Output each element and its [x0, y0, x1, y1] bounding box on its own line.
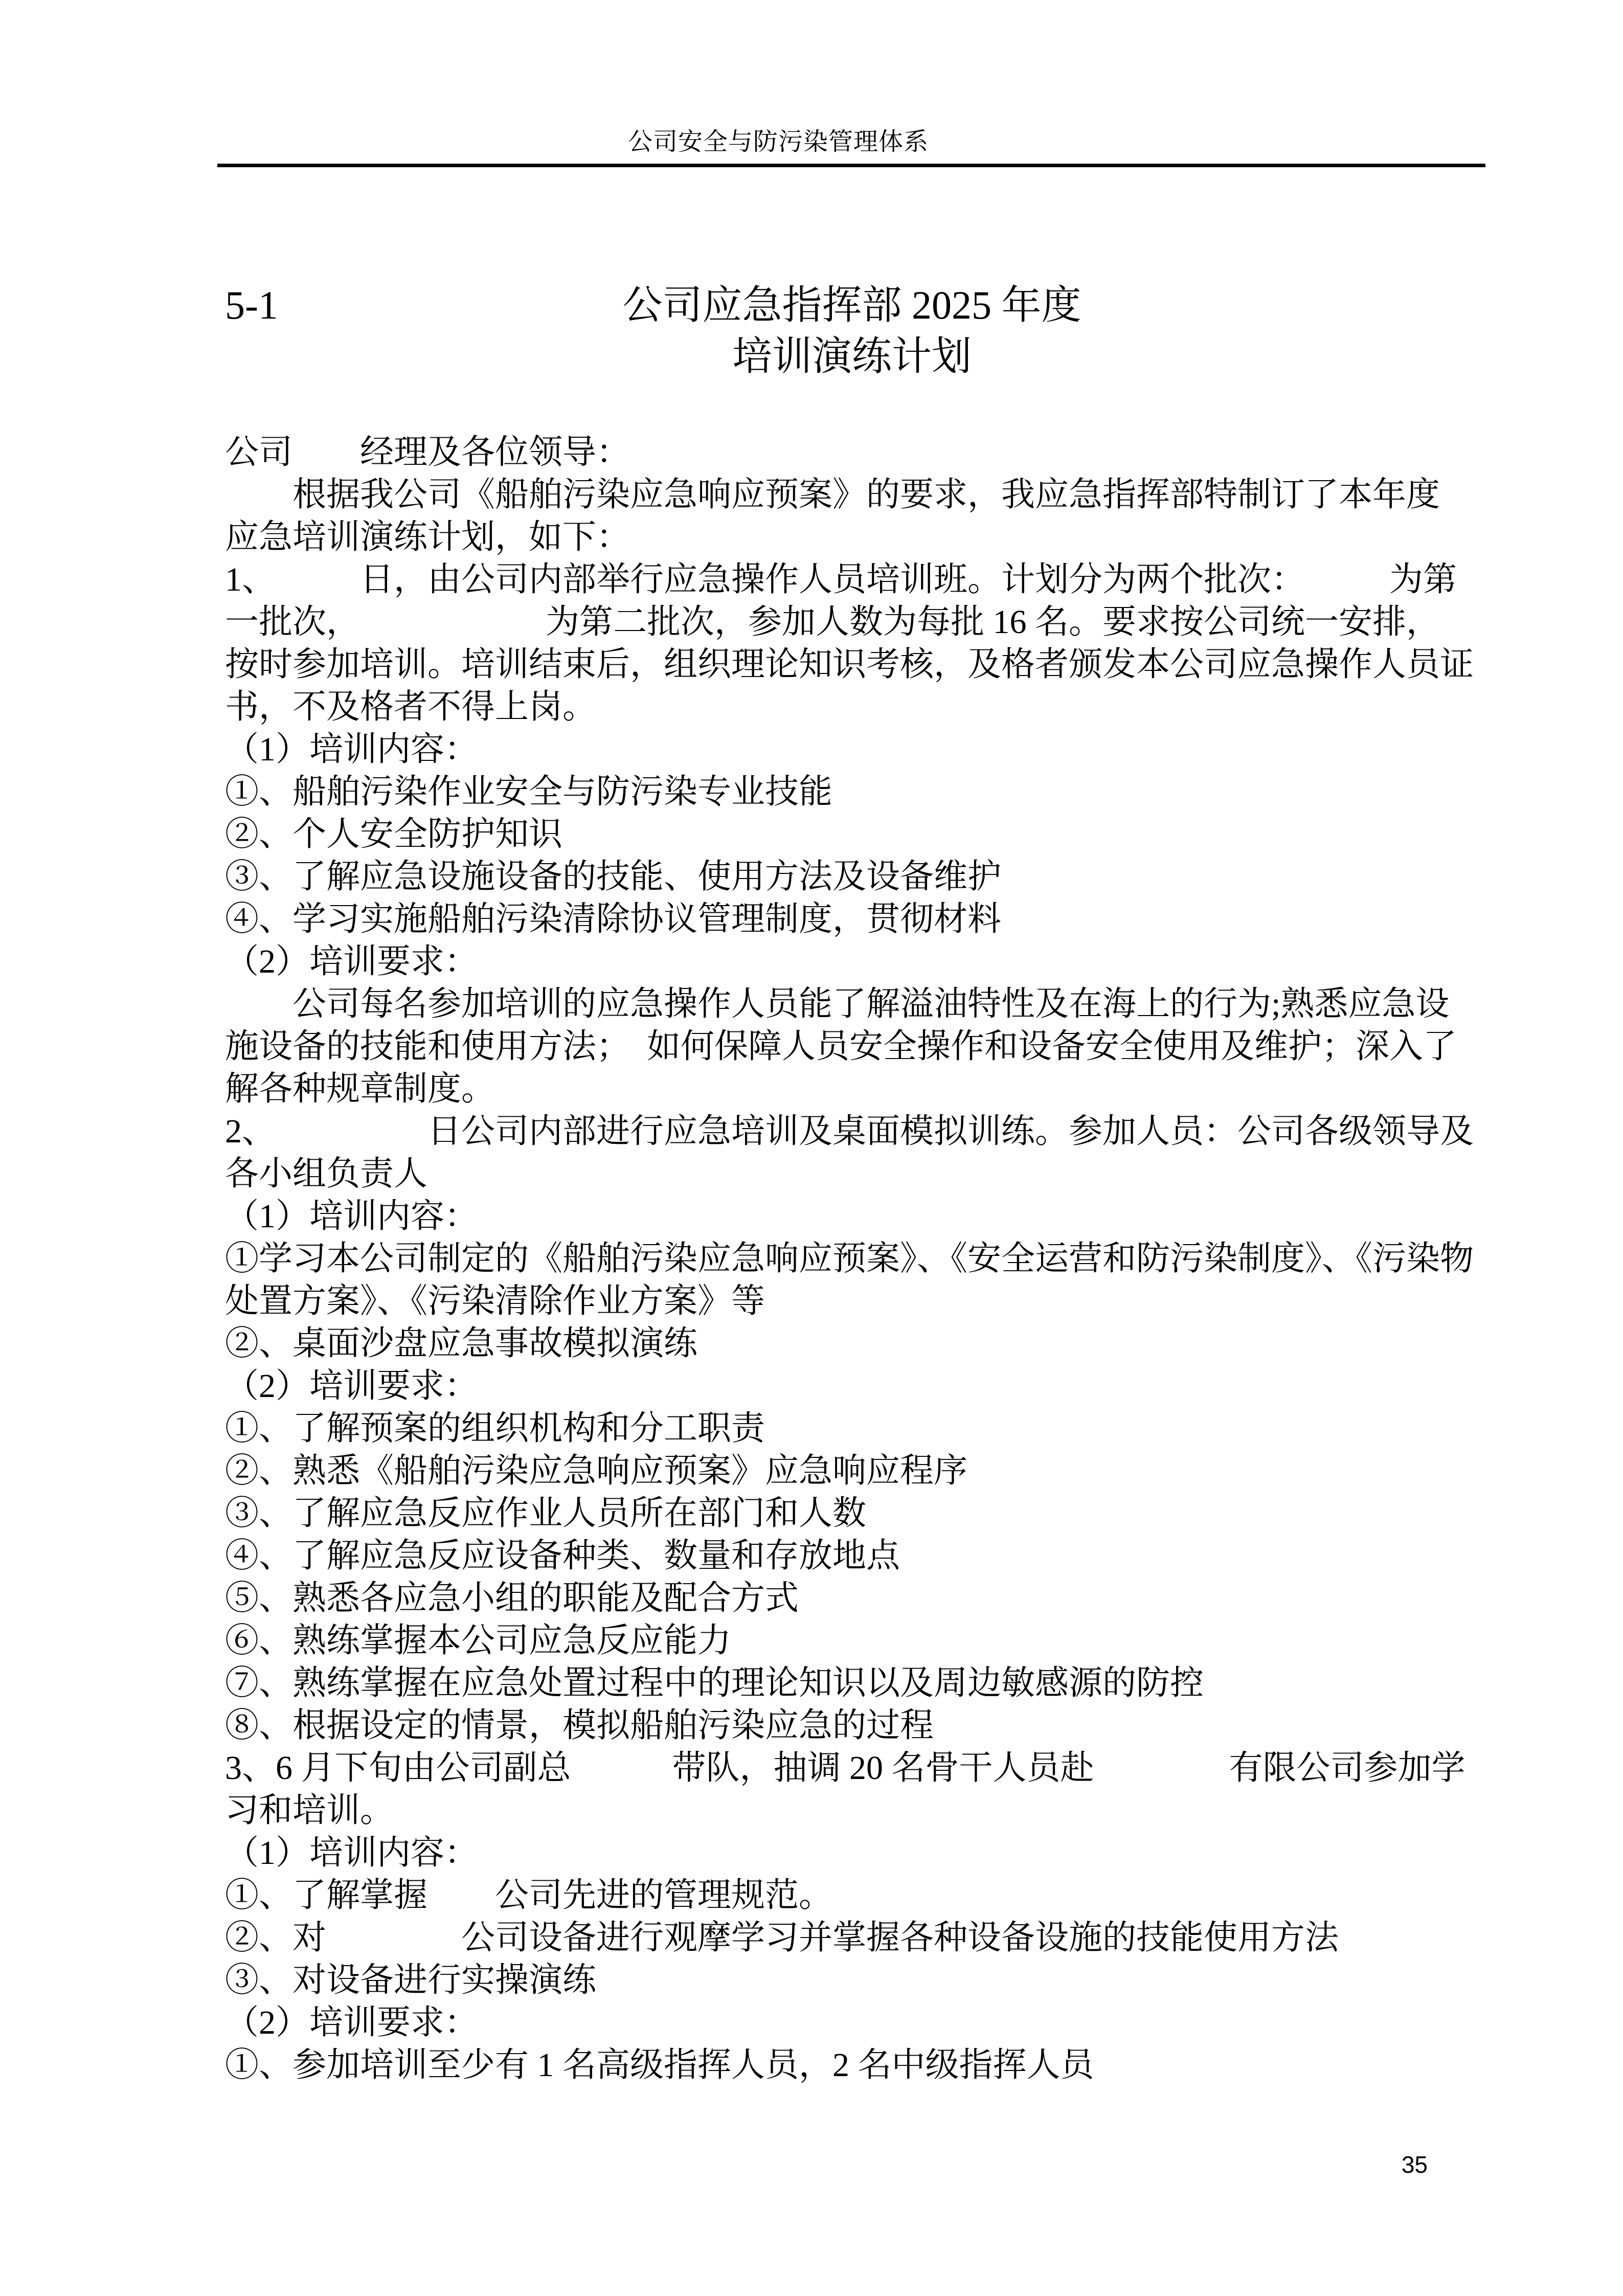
body-text-line: 应急培训演练计划，如下：: [225, 519, 630, 556]
body-text-line: 解各种规章制度。: [225, 1070, 495, 1108]
body-text-line: ②、熟悉《船舶污染应急响应预案》应急响应程序: [225, 1452, 967, 1490]
body-text-line: ①、了解预案的组织机构和分工职责: [225, 1410, 765, 1447]
body-text-line: 1、 日，由公司内部举行应急操作人员培训班。计划分为两个批次： 为第: [225, 561, 1457, 598]
body-text-line: ⑤、熟悉各应急小组的职能及配合方式: [225, 1580, 799, 1617]
section-number: 5-1: [225, 283, 278, 327]
body-text-line: 书，不及格者不得上岗。: [225, 688, 596, 726]
body-text-line: ⑧、根据设定的情景，模拟船舶污染应急的过程: [225, 1707, 934, 1744]
body-text-line: （2）培训要求：: [225, 943, 478, 980]
body-text-line: （2）培训要求：: [225, 2004, 478, 2041]
body-text-line: （1）培训内容：: [225, 1198, 478, 1235]
body-text-line: ③、了解应急反应作业人员所在部门和人数: [225, 1495, 866, 1532]
body-text-line: ⑦、熟练掌握在应急处置过程中的理论知识以及周边敏感源的防控: [225, 1664, 1204, 1702]
body-text-line: 各小组负责人: [225, 1155, 427, 1192]
body-text-line: 一批次， 为第二批次，参加人数为每批 16 名。要求按公司统一安排，: [225, 603, 1440, 641]
body-text-line: ②、桌面沙盘应急事故模拟演练: [225, 1325, 697, 1362]
body-text-line: ②、对 公司设备进行观摩学习并掌握各种设备设施的技能使用方法: [225, 1919, 1339, 1956]
body-text-line: 公司 经理及各位领导：: [225, 434, 630, 471]
page-header-title: 公司安全与防污染管理体系: [627, 128, 929, 155]
body-text-line: ①、了解掌握 公司先进的管理规范。: [225, 1877, 832, 1914]
body-text-line: ⑥、熟练掌握本公司应急反应能力: [225, 1622, 731, 1659]
body-text-line: （1）培训内容：: [225, 1834, 478, 1872]
body-text-line: ③、对设备进行实操演练: [225, 1962, 596, 1999]
header-divider-line: [217, 164, 1485, 167]
body-text-line: 习和培训。: [225, 1792, 394, 1829]
body-text-line: 公司每名参加培训的应急操作人员能了解溢油特性及在海上的行为;熟悉应急设: [225, 985, 1450, 1023]
body-text-line: ①、船舶污染作业安全与防污染专业技能: [225, 773, 832, 811]
body-text-line: 2、 日公司内部进行应急培训及桌面模拟训练。参加人员：公司各级领导及: [225, 1113, 1474, 1150]
body-text-line: 按时参加培训。培训结束后，组织理论知识考核，及格者颁发本公司应急操作人员证: [225, 646, 1474, 683]
body-text-line: （1）培训内容：: [225, 731, 478, 768]
body-text-line: （2）培训要求：: [225, 1367, 478, 1405]
document-title-line1: 公司应急指挥部 2025 年度: [622, 283, 1081, 327]
body-text-line: 3、6 月下旬由公司副总 带队，抽调 20 名骨干人员赴 有限公司参加学: [225, 1749, 1466, 1787]
document-body: [225, 431, 1479, 2086]
body-text-line: ①、参加培训至少有 1 名高级指挥人员，2 名中级指挥人员: [225, 2046, 1094, 2084]
document-title: [225, 280, 1479, 382]
body-text-line: ④、了解应急反应设备种类、数量和存放地点: [225, 1537, 900, 1574]
body-text-line: 根据我公司《船舶污染应急响应预案》的要求，我应急指挥部特制订了本年度: [225, 476, 1440, 513]
body-text-line: ④、学习实施船舶污染清除协议管理制度，贯彻材料: [225, 901, 1001, 938]
body-text-line: 处置方案》、《污染清除作业方案》等: [225, 1282, 765, 1320]
body-text-line: 施设备的技能和使用方法； 如何保障人员安全操作和设备安全使用及维护；深入了: [225, 1028, 1457, 1065]
document-title-line2: 培训演练计划: [732, 334, 972, 378]
body-text-line: ①学习本公司制定的《船舶污染应急响应预案》、《安全运营和防污染制度》、《污染物: [225, 1240, 1474, 1277]
body-text-line: ③、了解应急设施设备的技能、使用方法及设备维护: [225, 858, 1001, 895]
body-text-line: ②、个人安全防护知识: [225, 816, 562, 853]
page-number: 35: [1401, 2151, 1428, 2178]
